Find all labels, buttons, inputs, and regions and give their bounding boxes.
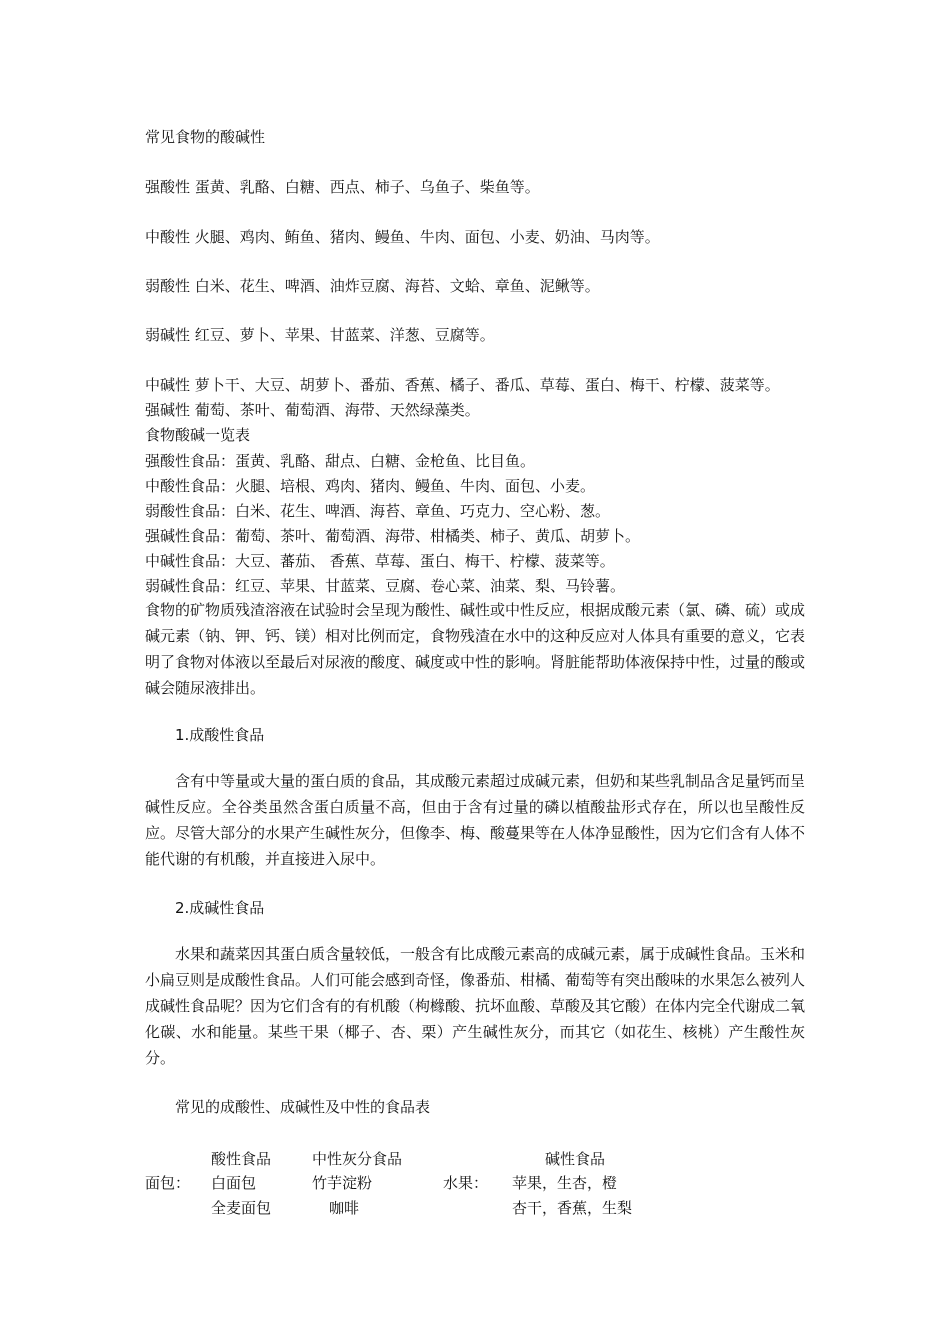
acidity-line-weak-acid: 弱酸性 白米、花生、啤酒、油炸豆腐、海苔、文蛤、章鱼、泥鳅等。 [145,277,600,295]
table-header-alkaline: 碱性食品 [545,1150,606,1168]
table-cell-acid: 白面包 [211,1174,257,1192]
table-cell-alkaline: 杏干，香蕉，生梨 [512,1199,633,1217]
table-row-category-left: 面包： [145,1174,191,1192]
document-title: 常见食物的酸碱性 [145,128,266,146]
food-list-medium-acid: 中酸性食品：火腿、培根、鸡肉、猪肉、鳗鱼、牛肉、面包、小麦。 [145,477,596,495]
section-heading-acid-forming: 1.成酸性食品 [175,726,265,744]
table-row-category-right: 水果： [443,1174,489,1192]
table-cell-acid: 全麦面包 [211,1199,272,1217]
table-title: 常见的成酸性、成碱性及中性的食品表 [175,1098,431,1116]
acidity-line-strong-alkaline: 强碱性 葡萄、茶叶、葡萄酒、海带、天然绿藻类。 [145,401,480,419]
food-list-strong-alkaline: 强碱性食品：葡萄、茶叶、葡萄酒、海带、柑橘类、柿子、黄瓜、胡萝卜。 [145,527,641,545]
acidity-line-strong-acid: 强酸性 蛋黄、乳酪、白糖、西点、柿子、乌鱼子、柴鱼等。 [145,178,540,196]
food-list-strong-acid: 强酸性食品：蛋黄、乳酪、甜点、白糖、金枪鱼、比目鱼。 [145,452,536,470]
food-list-medium-alkaline: 中碱性食品：大豆、蕃茄、 香蕉、草莓、蛋白、梅干、柠檬、菠菜等。 [145,552,615,570]
intro-paragraph: 食物的矿物质残渣溶液在试验时会呈现为酸性、碱性或中性反应，根据成酸元素（氯、磷、硫）或成碱元素（钠、钾、钙、镁）相对比例而定，食物残渣在水中的这种反应对人体具有重要的意义，它表明了食物对体液以至最后对尿液的酸度、碱度或中性的影响。肾脏能帮助体液保持中性，过量的酸或碱会随尿液排出。 [145,601,806,697]
acidity-line-weak-alkaline: 弱碱性 红豆、萝卜、苹果、甘蓝菜、洋葱、豆腐等。 [145,326,495,344]
table-header-neutral: 中性灰分食品 [312,1150,403,1168]
acidity-line-medium-acid: 中酸性 火腿、鸡肉、鲔鱼、猪肉、鳗鱼、牛肉、面包、小麦、奶油、马肉等。 [145,228,660,246]
food-list-weak-alkaline: 弱碱性食品：红豆、苹果、甘蓝菜、豆腐、卷心菜、油菜、梨、马铃薯。 [145,577,626,595]
list-subtitle: 食物酸碱一览表 [145,426,251,444]
section-heading-alkali-forming: 2.成碱性食品 [175,899,265,917]
table-cell-neutral: 咖啡 [329,1199,360,1217]
section-body-acid-forming: 含有中等量或大量的蛋白质的食品，其成酸元素超过成碱元素，但奶和某些乳制品含足量钙而呈碱性反应。全谷类虽然含蛋白质量不高，但由于含有过量的磷以植酸盐形式存在，所以也呈酸性反应。尽管大部分的水果产生碱性灰分，但像李、梅、酸蔓果等在人体净显酸性，因为它们含有人体不能代谢的有机酸，并直接进入尿中。 [145,772,806,868]
table-header-acid: 酸性食品 [211,1150,272,1168]
food-list-weak-acid: 弱酸性食品：白米、花生、啤酒、海苔、章鱼、巧克力、空心粉、葱。 [145,502,611,520]
food-table [145,1149,805,1229]
table-cell-alkaline: 苹果，生杏，橙 [512,1174,618,1192]
section-body-alkali-forming: 水果和蔬菜因其蛋白质含量较低，一般含有比成酸元素高的成碱元素，属于成碱性食品。玉米和小扁豆则是成酸性食品。人们可能会感到奇怪，像番茄、柑橘、葡萄等有突出酸味的水果怎么被列人成碱性食品呢？因为它们含有的有机酸（枸橼酸、抗坏血酸、草酸及其它酸）在体内完全代谢成二氧化碳、水和能量。某些干果（椰子、杏、栗）产生碱性灰分，而其它（如花生、核桃）产生酸性灰分。 [145,945,806,1067]
acidity-line-medium-alkaline: 中碱性 萝卜干、大豆、胡萝卜、番茄、香蕉、橘子、番瓜、草莓、蛋白、梅干、柠檬、菠菜等。 [145,376,780,394]
table-cell-neutral: 竹芋淀粉 [312,1174,373,1192]
